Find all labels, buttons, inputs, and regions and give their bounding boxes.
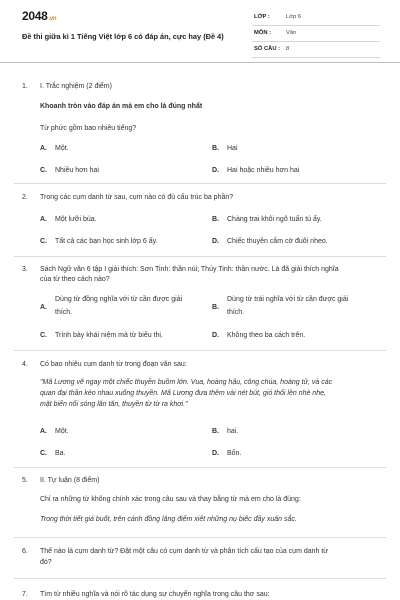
- meta-value: 8: [286, 46, 290, 52]
- question-number: 3.: [22, 266, 28, 273]
- divider: [14, 467, 386, 468]
- sentence: Trong thời tiết giá buốt, trên cánh đồng lăng điểm xiết những nụ biếc đầy xuân sắc.: [40, 516, 297, 523]
- question-number: 2.: [22, 194, 28, 201]
- question-number: 5.: [22, 477, 28, 484]
- site-logo[interactable]: [22, 8, 56, 24]
- question-text-line-2: của từ theo cách nào?: [40, 276, 110, 283]
- question-text-line-2: đó?: [40, 559, 52, 566]
- instruction: Chỉ ra những từ không chính xác trong câu sau và thay bằng từ mà em cho là đúng:: [40, 496, 301, 503]
- meta-value: Văn: [286, 30, 297, 36]
- exam-meta-table: [252, 10, 380, 58]
- question-text-line-1: Thế nào là cụm danh từ? Đặt một câu có cụm danh từ và phân tích cấu tạo của cụm danh từ: [40, 548, 328, 555]
- question-number: 6.: [22, 548, 28, 555]
- question-prompt: Từ phức gồm bao nhiêu tiếng?: [40, 125, 137, 132]
- divider: [14, 578, 386, 579]
- passage-line-3: mặt biển nổi sóng lăn tăn, thuyền từ từ ra khơi.": [40, 401, 188, 408]
- divider: [14, 350, 386, 351]
- option-a[interactable]: A. Dùng từ đồng nghĩa với từ cần được giải thích.: [40, 296, 183, 316]
- meta-label: LỚP :: [254, 14, 270, 20]
- passage-line-1: "Mã Lương vẽ ngay một chiếc thuyền buồm lớn. Vua, hoàng hậu, công chúa, hoàng tử, và các: [40, 379, 333, 386]
- page-title: Đề thi giữa kì 1 Tiếng Việt lớp 6 có đáp án, cực hay (Đề 4): [22, 32, 224, 41]
- question-number: 4.: [22, 361, 28, 368]
- question-text-line-1: Sách Ngữ văn 6 tập I giải thích: Sơn Tinh: thần núi; Thủy Tinh: thần nước. Là đã giải thích nghĩa: [40, 266, 339, 273]
- question-number: 7.: [22, 591, 28, 598]
- instruction: Khoanh tròn vào đáp án mà em cho là đúng nhất: [40, 103, 203, 110]
- meta-value: Lớp 6: [286, 14, 302, 20]
- meta-row-count: [252, 42, 380, 58]
- divider: [14, 537, 386, 538]
- section-heading: II. Tự luận (8 điểm): [40, 477, 100, 484]
- page-header: [0, 0, 400, 63]
- logo-tld: .vn: [48, 16, 57, 22]
- passage-line-2: quan đại thần kéo nhau xuống thuyền. Mã Lương đưa thêm vài nét bút, gió thổi lên nhè nhẹ,: [40, 390, 326, 397]
- option-b[interactable]: B. Dùng từ trái nghĩa với từ cần được giải thích.: [212, 296, 349, 316]
- question-text: Có bao nhiêu cụm danh từ trong đoạn văn sau:: [40, 361, 187, 368]
- meta-label: MÔN :: [254, 30, 272, 36]
- section-heading: I. Trắc nghiệm (2 điểm): [40, 83, 112, 90]
- question-number: 1.: [22, 83, 28, 90]
- question-text: Tìm từ nhiều nghĩa và nói rõ tác dụng sự chuyển nghĩa trong câu thơ sau:: [40, 591, 270, 598]
- question-text: Trong các cụm danh từ sau, cụm nào có đủ cấu trúc ba phần?: [40, 194, 234, 201]
- divider: [14, 256, 386, 257]
- meta-label: SỐ CÂU :: [254, 46, 281, 52]
- meta-row-subject: [252, 26, 380, 42]
- meta-row-class: [252, 10, 380, 26]
- logo-text: 2048: [22, 9, 48, 23]
- divider: [14, 183, 386, 184]
